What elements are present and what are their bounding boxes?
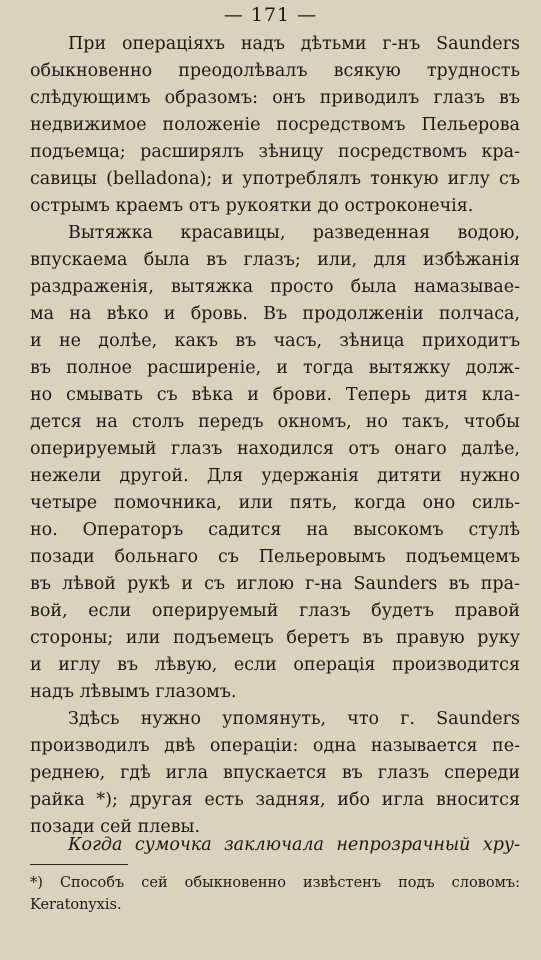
text-line: надъ лѣвымъ глазомъ. — [30, 682, 237, 702]
text-line: впускаема была въ глазъ; или, для избѣжанія — [30, 250, 520, 270]
text-line: стороны; или подъемецъ беретъ въ правую руку — [30, 628, 520, 648]
footnote-line: *) Способъ сей обыкновенно извѣстенъ подъ словомъ: — [30, 875, 520, 891]
text-line: производилъ двѣ операціи: одна называется пе- — [30, 736, 520, 756]
text-line: и иглу въ лѣвую, если операція производится — [30, 655, 520, 675]
text-line: савицы (belladona); и употреблялъ тонкую иглу съ — [30, 169, 520, 189]
text-line: Здѣсь нужно упомянуть, что г. Saunders — [68, 709, 520, 729]
text-line: подъемца; расширялъ зѣницу посредствомъ кра- — [30, 142, 520, 162]
text-line: оперируемый глазъ находился отъ онаго далѣе, — [30, 439, 520, 459]
text-line: ма на вѣко и бровь. Въ продолженіи полчаса, — [30, 304, 520, 324]
page-number: — 171 — — [223, 4, 318, 26]
text-line: Вытяжка красавицы, разведенная водою, — [68, 223, 520, 243]
text-line: вой, если оперируемый глазъ будетъ правой — [30, 601, 520, 621]
footnote-rule — [30, 864, 128, 865]
text-line: четыре помочника, или пять, когда оно силь- — [30, 493, 520, 513]
text-line: позади сей плевы. — [30, 817, 201, 837]
text-line: и не долѣе, какъ въ часъ, зѣница приходитъ — [30, 331, 520, 351]
text-line: обыкновенно преодолѣвалъ всякую трудность — [30, 61, 520, 81]
text-line: раздраженія, вытяжка просто была намазывае- — [30, 277, 520, 297]
text-line: недвижимое положеніе посредствомъ Пельерова — [30, 115, 520, 135]
text-line: но. Операторъ садится на высокомъ стулѣ — [30, 520, 520, 540]
text-line: При операціяхъ надъ дѣтьми г-нъ Saunders — [68, 34, 520, 54]
text-line: дется на столъ передъ окномъ, но такъ, чтобы — [30, 412, 520, 432]
text-line-italic: Когда сумочка заключала непрозрачный хру- — [68, 835, 520, 855]
text-line: нежели другой. Для удержанія дитяти нужно — [30, 466, 520, 486]
text-line: райка *); другая есть задняя, ибо игла вносится — [30, 790, 520, 810]
text-line: реднею, гдѣ игла впускается въ глазъ спереди — [30, 763, 520, 783]
text-line: но смывать съ вѣка и брови. Теперь дитя кла- — [30, 385, 520, 405]
text-line: въ полное расширеніе, и тогда вытяжку долж- — [30, 358, 520, 378]
footnote-line: Keratonyxis. — [30, 897, 122, 913]
text-line: позади больнаго съ Пельеровымъ подъемцемъ — [30, 547, 520, 567]
text-line: въ лѣвой рукѣ и съ иглою г-на Saunders въ пра- — [30, 574, 520, 594]
text-line: острымъ краемъ отъ рукоятки до остроконечія. — [30, 196, 474, 216]
text-line: слѣдующимъ образомъ: онъ приводилъ глазъ въ — [30, 88, 520, 108]
